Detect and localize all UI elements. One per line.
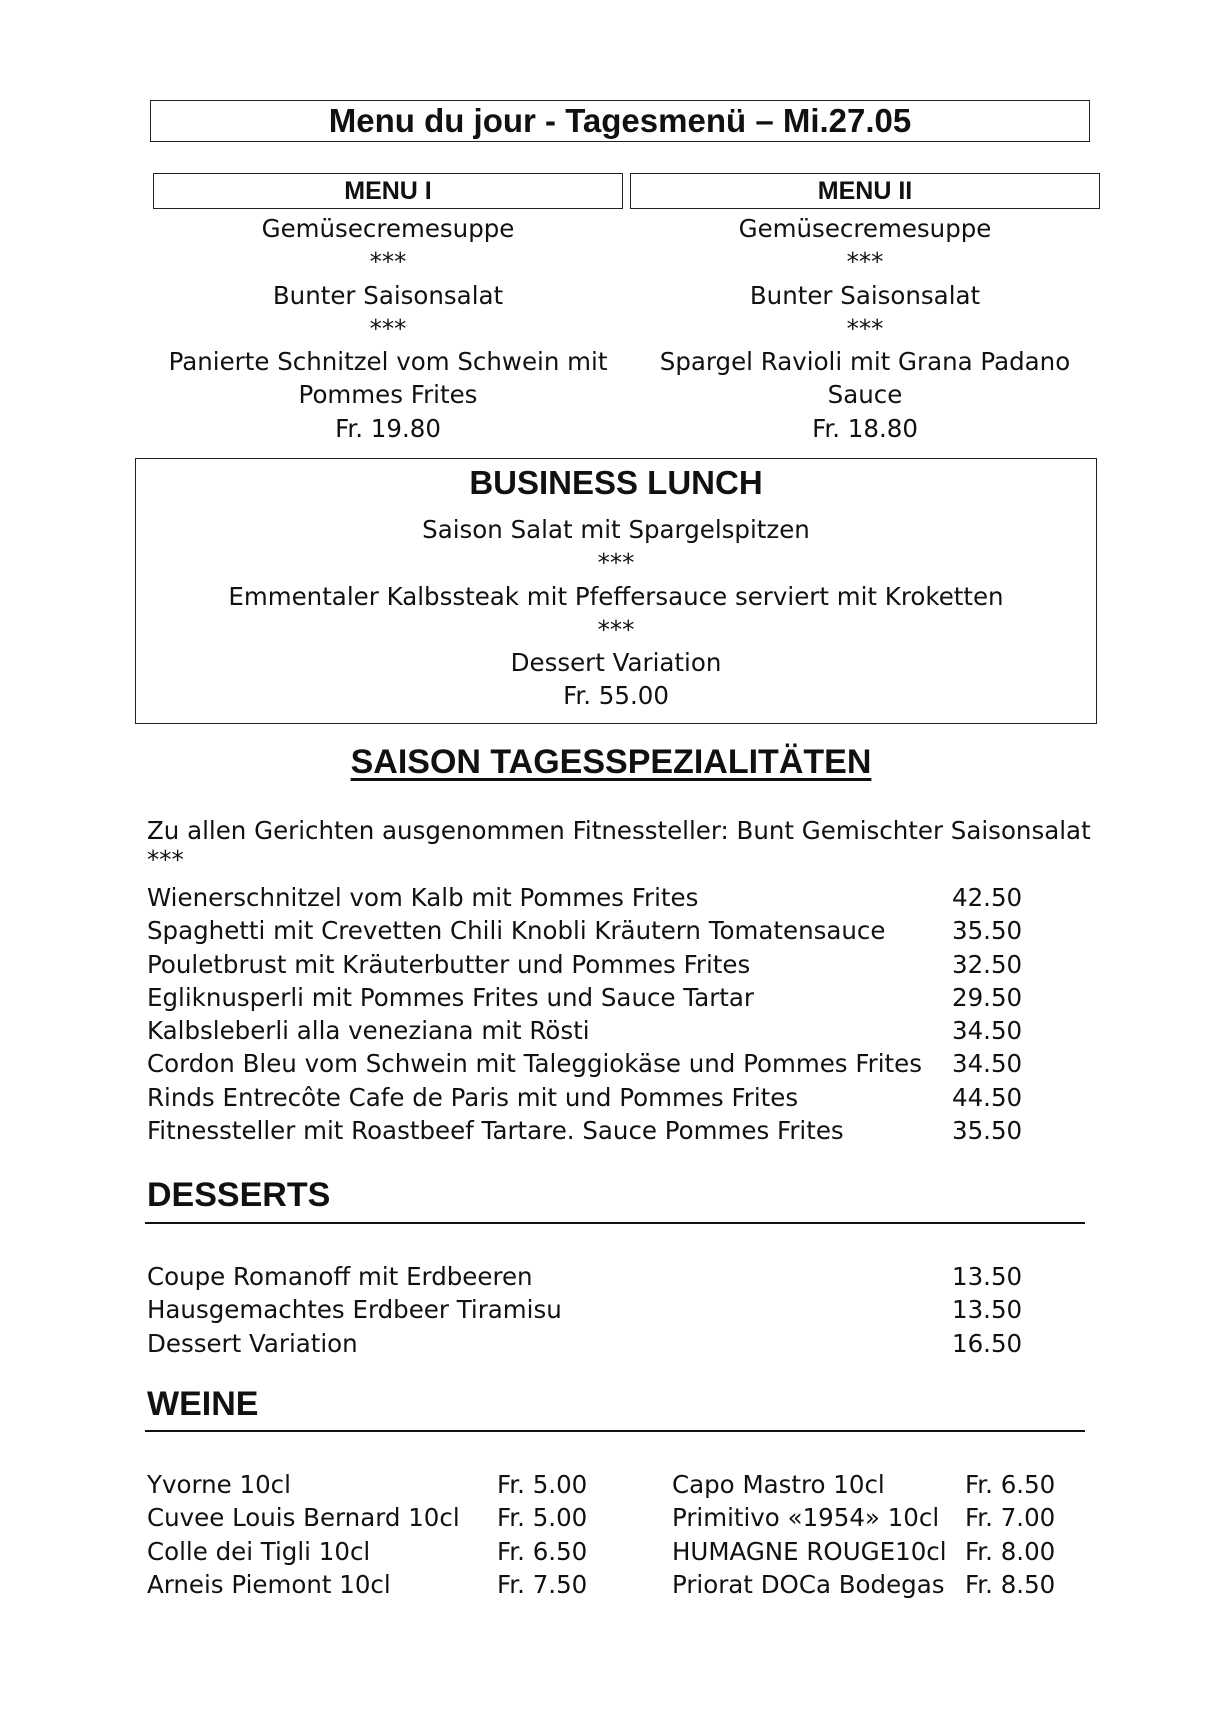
dish-price: 29.50 [952, 982, 1023, 1012]
wine-name: Primitivo «1954» 10cl [672, 1503, 940, 1533]
dish-name: Spaghetti mit Crevetten Chili Knobli Kräutern Tomatensauce [147, 916, 886, 946]
desserts-divider [145, 1222, 1085, 1224]
wine-price: Fr. 5.00 [497, 1470, 588, 1499]
wines-list-right [672, 1468, 1092, 1601]
list-item [147, 914, 1047, 947]
dessert-price: 16.50 [952, 1328, 1023, 1358]
wine-name: Arneis Piemont 10cl [147, 1569, 391, 1599]
business-lunch-separator: *** [597, 614, 635, 644]
menu-2-line: Sauce [827, 380, 903, 410]
menu-2-line: Gemüsecremesuppe [738, 214, 992, 243]
business-lunch-title: BUSINESS LUNCH [469, 464, 763, 501]
list-item [147, 1535, 597, 1568]
menu-2-line: Spargel Ravioli mit Grana Padano [659, 347, 1071, 377]
dish-name: Pouletbrust mit Kräuterbutter und Pommes Frites [147, 949, 751, 979]
menu-1-line: Bunter Saisonsalat [272, 280, 504, 310]
dessert-name: Dessert Variation [147, 1328, 358, 1358]
business-lunch-price: Fr. 55.00 [563, 681, 669, 711]
dish-name: Wienerschnitzel vom Kalb mit Pommes Frites [147, 883, 699, 912]
menu-2-line: Bunter Saisonsalat [749, 280, 981, 310]
menu-2-column [630, 212, 1100, 445]
specials-list [147, 881, 1047, 1147]
wine-name: Colle dei Tigli 10cl [147, 1536, 371, 1566]
menu-1-line: Gemüsecremesuppe [261, 214, 515, 243]
dessert-name: Coupe Romanoff mit Erdbeeren [147, 1262, 533, 1291]
desserts-title: DESSERTS [147, 1176, 331, 1214]
business-lunch-line: Emmentaler Kalbssteak mit Pfeffersauce serviert mit Kroketten [228, 581, 1004, 611]
dish-name: Cordon Bleu vom Schwein mit Taleggiokäse und Pommes Frites [147, 1049, 922, 1079]
list-item [147, 1468, 597, 1501]
menu-title: Menu du jour - Tagesmenü – Mi.27.05 [150, 100, 1090, 142]
wines-title: WEINE [147, 1385, 259, 1423]
business-lunch-separator: *** [597, 548, 635, 578]
dish-price: 42.50 [952, 883, 1023, 912]
menu-2-separator: *** [846, 247, 884, 277]
wine-name: Priorat DOCa Bodegas [672, 1569, 945, 1599]
list-item [147, 1568, 597, 1601]
menu-1-separator: *** [369, 247, 407, 277]
list-item [147, 1501, 597, 1534]
dish-price: 32.50 [952, 949, 1023, 979]
list-item [147, 1014, 1047, 1047]
wine-price: Fr. 8.50 [965, 1569, 1056, 1599]
menu-2-price: Fr. 18.80 [812, 413, 918, 443]
wine-price: Fr. 6.50 [965, 1470, 1056, 1499]
list-item [672, 1501, 1092, 1534]
menu-1-header: MENU I [153, 173, 623, 209]
dessert-name: Hausgemachtes Erdbeer Tiramisu [147, 1295, 562, 1325]
list-item [147, 1293, 1047, 1326]
wines-list-left [147, 1468, 597, 1601]
dish-name: Rinds Entrecôte Cafe de Paris mit und Pommes Frites [147, 1082, 799, 1112]
dish-name: Fitnessteller mit Roastbeef Tartare. Sauce Pommes Frites [147, 1116, 844, 1146]
wine-name: HUMAGNE ROUGE10cl [672, 1536, 947, 1566]
specials-separator: *** [147, 845, 184, 874]
list-item [147, 1047, 1047, 1080]
menu-1-column [153, 212, 623, 445]
wine-name: Cuvee Louis Bernard 10cl [147, 1503, 460, 1533]
menu-1-line: Pommes Frites [298, 380, 478, 410]
menu-1-price: Fr. 19.80 [335, 413, 441, 443]
list-item [147, 881, 1047, 914]
menu-1-line: Panierte Schnitzel vom Schwein mit [168, 347, 608, 377]
menu-2-header: MENU II [630, 173, 1100, 209]
specials-note: Zu allen Gerichten ausgenommen Fitnessteller: Bunt Gemischter Saisonsalat [147, 816, 1091, 845]
business-lunch-box [135, 458, 1097, 724]
wine-name: Capo Mastro 10cl [672, 1470, 885, 1499]
list-item [147, 1081, 1047, 1114]
wine-price: Fr. 7.00 [965, 1503, 1056, 1533]
dessert-price: 13.50 [952, 1262, 1023, 1291]
dish-name: Kalbsleberli alla veneziana mit Rösti [147, 1016, 590, 1046]
dessert-price: 13.50 [952, 1295, 1023, 1325]
wine-name: Yvorne 10cl [147, 1470, 291, 1499]
desserts-list [147, 1260, 1047, 1360]
business-lunch-line: Saison Salat mit Spargelspitzen [422, 515, 810, 544]
wine-price: Fr. 7.50 [497, 1569, 588, 1599]
dish-price: 35.50 [952, 916, 1023, 946]
menu-2-separator: *** [846, 313, 884, 343]
wines-divider [145, 1430, 1085, 1432]
dish-price: 35.50 [952, 1116, 1023, 1146]
dish-price: 34.50 [952, 1016, 1023, 1046]
specials-title: SAISON TAGESSPEZIALITÄTEN [350, 743, 872, 781]
wine-price: Fr. 5.00 [497, 1503, 588, 1533]
dish-price: 34.50 [952, 1049, 1023, 1079]
list-item [672, 1535, 1092, 1568]
list-item [147, 1327, 1047, 1360]
list-item [147, 1114, 1047, 1147]
dish-price: 44.50 [952, 1082, 1023, 1112]
wine-price: Fr. 8.00 [965, 1536, 1056, 1566]
list-item [147, 981, 1047, 1014]
list-item [147, 1260, 1047, 1293]
menu-1-separator: *** [369, 313, 407, 343]
list-item [672, 1568, 1092, 1601]
wine-price: Fr. 6.50 [497, 1536, 588, 1566]
list-item [147, 948, 1047, 981]
dish-name: Egliknusperli mit Pommes Frites und Sauce Tartar [147, 982, 754, 1012]
business-lunch-line: Dessert Variation [510, 648, 722, 678]
list-item [672, 1468, 1092, 1501]
